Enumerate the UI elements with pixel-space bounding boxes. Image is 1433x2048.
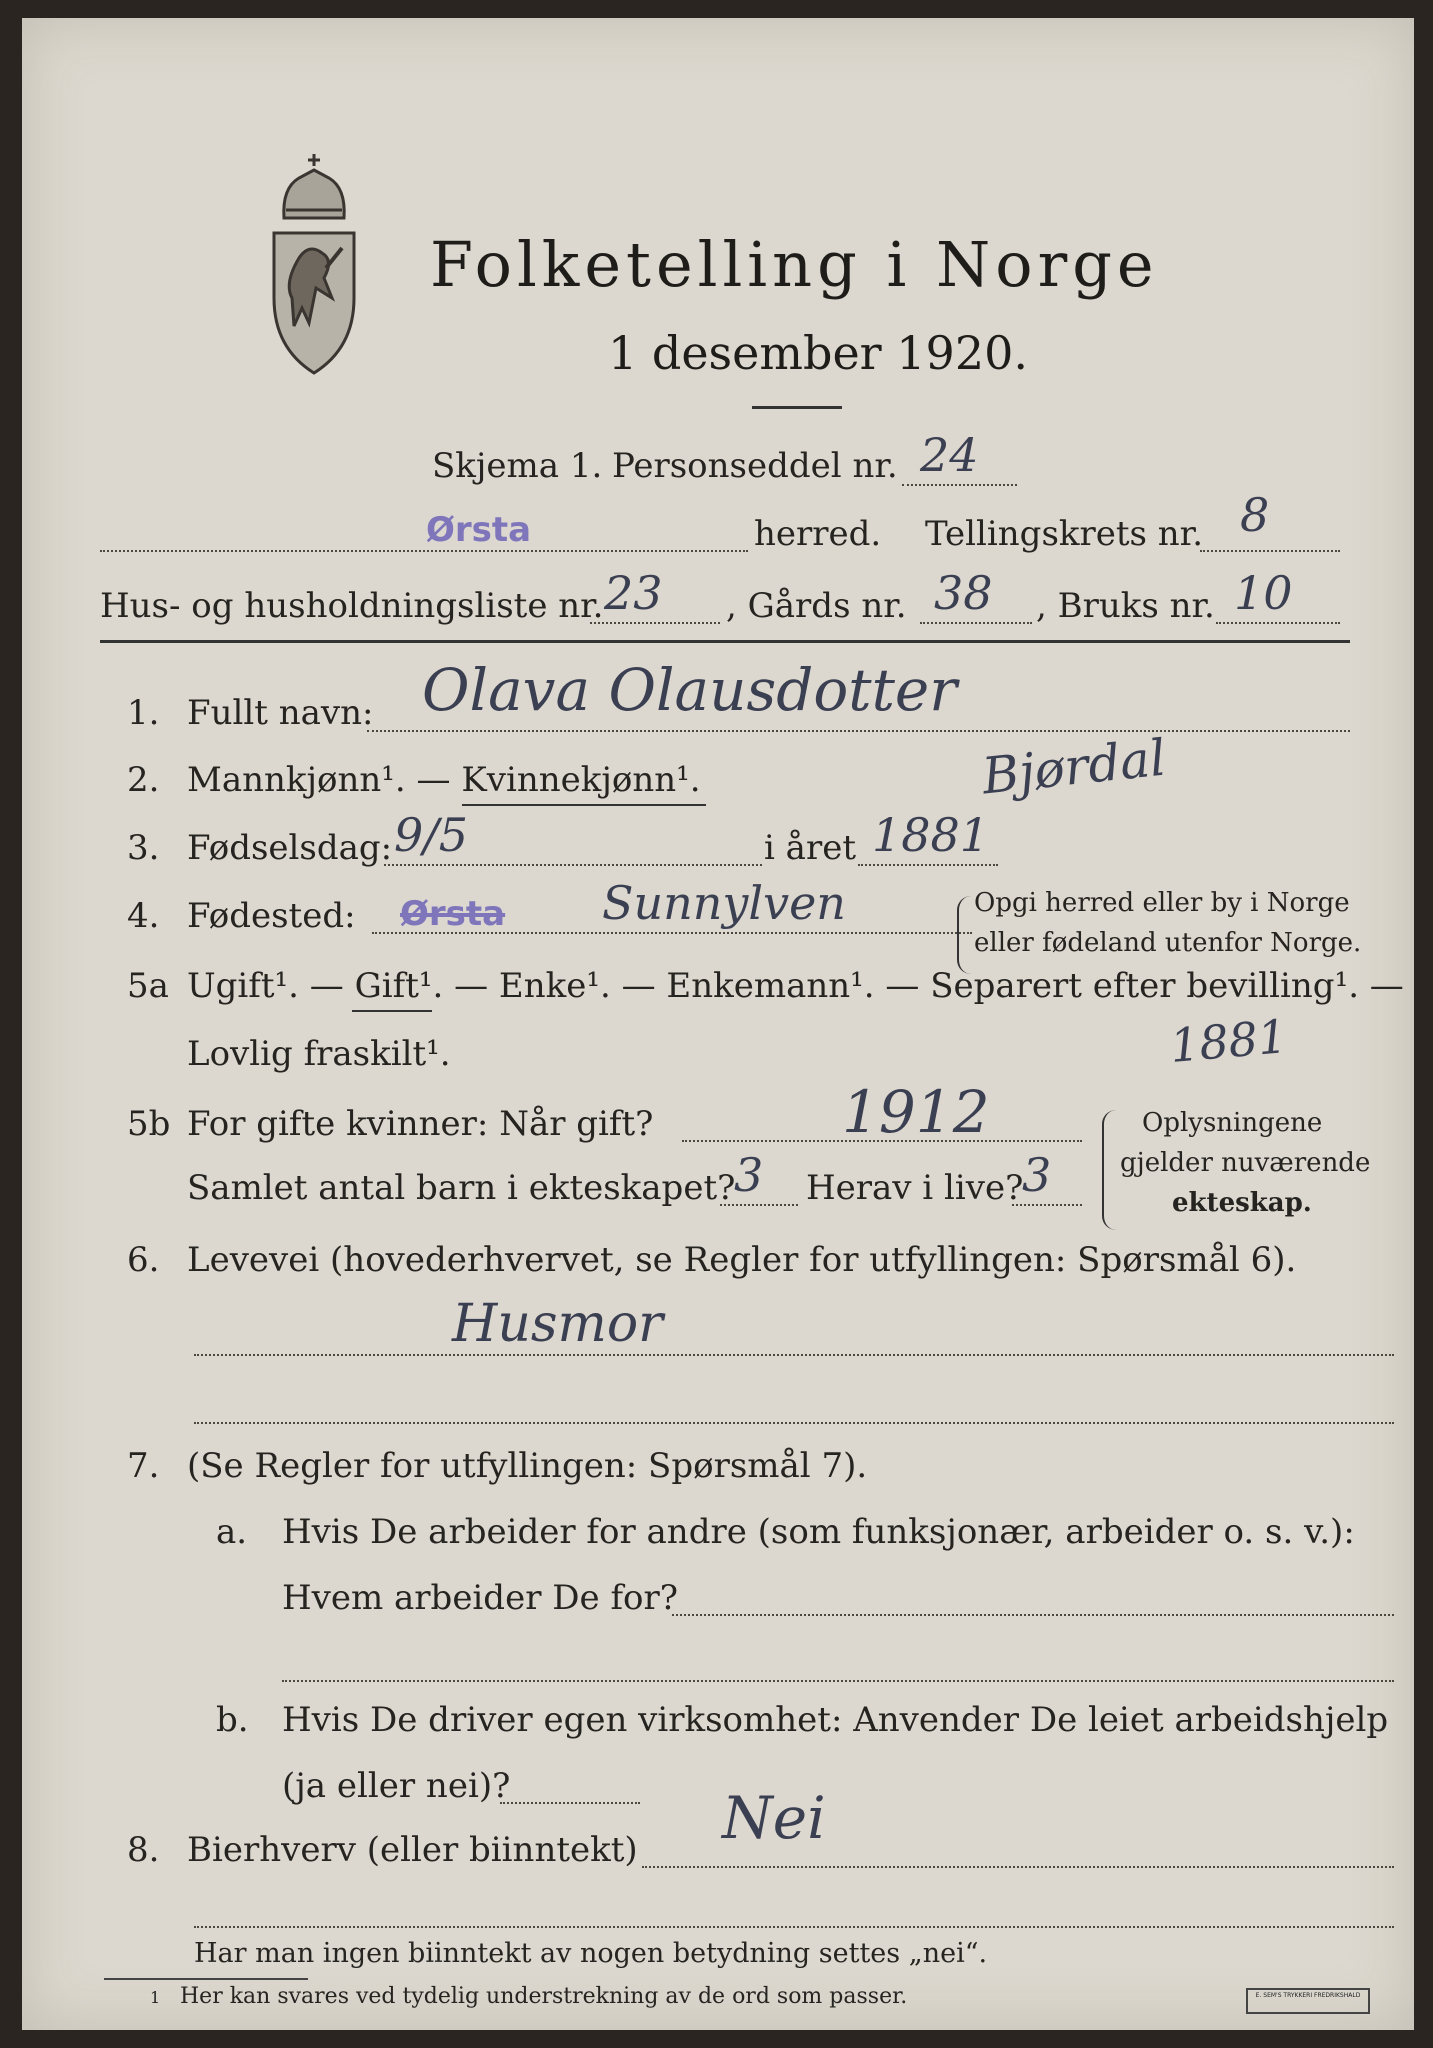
q4-number: 4. (127, 896, 160, 936)
personseddel-label: Personseddel nr. (612, 446, 898, 486)
q5b-note-line1: Oplysningene (1142, 1108, 1323, 1138)
birthplace-value[interactable]: Sunnylven (602, 876, 846, 930)
header-divider (100, 640, 1350, 643)
printer-mark: E. SEM'S TRYKKERI FREDRIKSHALD (1246, 1988, 1370, 2014)
q2-label: Mannkjønn¹. — Kvinnekjønn¹. (187, 760, 701, 800)
q8-label: Bierhverv (eller biinntekt) (187, 1830, 638, 1870)
gards-value[interactable]: 38 (934, 566, 993, 620)
footnote-text: Her kan svares ved tydelig understrekning av de ord som passer. (180, 1984, 908, 2009)
birthplace-struck-value: Ørsta (400, 894, 506, 934)
footnote-divider (104, 1978, 308, 1980)
q7a-line2: Hvem arbeider De for? (282, 1578, 678, 1618)
hus-label: Hus- og husholdningsliste nr. (100, 586, 604, 626)
q1-label: Fullt navn: (187, 693, 374, 733)
q6-label: Levevei (hovederhvervet, se Regler for utfyllingen: Spørsmål 6). (187, 1240, 1297, 1280)
skjema-label: Skjema 1. (432, 446, 603, 486)
q7a-line1: Hvis De arbeider for andre (som funksjonær, arbeider o. s. v.): (282, 1512, 1355, 1552)
tellingskrets-label: Tellingskrets nr. (925, 514, 1204, 554)
q7-label: (Se Regler for utfyllingen: Spørsmål 7). (187, 1446, 868, 1486)
q5a-line2: Lovlig fraskilt¹. (187, 1034, 451, 1074)
side-income-value[interactable]: Nei (722, 1784, 826, 1852)
bruks-value[interactable]: 10 (1234, 566, 1293, 620)
footnote-mark: 1 (150, 1988, 161, 2007)
herred-label: herred. (754, 514, 882, 554)
q6-number: 6. (127, 1240, 160, 1280)
form-title: Folketelling i Norge (430, 228, 1159, 301)
full-name-value[interactable]: Olava Olausdotter (422, 656, 957, 724)
tellingskrets-value[interactable]: 8 (1240, 488, 1270, 542)
form-date: 1 desember 1920. (608, 326, 1028, 380)
q5b-label3: Herav i live? (806, 1168, 1024, 1208)
personseddel-value[interactable]: 24 (920, 428, 979, 482)
gards-label: , Gårds nr. (726, 586, 907, 626)
q7a-letter: a. (216, 1512, 248, 1552)
q5a-line1: Ugift¹. — Gift¹. — Enke¹. — Enkemann¹. — Separert efter bevilling¹. — (187, 966, 1404, 1006)
hus-value[interactable]: 23 (604, 566, 663, 620)
children-total-value[interactable]: 3 (734, 1148, 764, 1202)
occupation-value[interactable]: Husmor (452, 1294, 663, 1354)
footer-note: Har man ingen biinntekt av nogen betydning settes „nei“. (194, 1938, 988, 1969)
norwegian-coat-of-arms-icon (254, 148, 374, 378)
bruks-label: , Bruks nr. (1036, 586, 1215, 626)
q4-note-line2: eller fødeland utenfor Norge. (974, 928, 1362, 958)
birthday-value[interactable]: 9/5 (394, 808, 469, 862)
kvinnekjonn-underline (462, 804, 706, 806)
title-divider (752, 406, 842, 409)
q1-number: 1. (127, 693, 160, 733)
children-alive-value[interactable]: 3 (1022, 1148, 1052, 1202)
q3-label: Fødselsdag: (187, 828, 393, 868)
margin-year-note: 1881 (1167, 1009, 1290, 1073)
herred-value[interactable]: Ørsta (426, 510, 532, 550)
q5a-number: 5a (127, 966, 169, 1006)
surname-value[interactable]: Bjørdal (979, 728, 1169, 806)
census-form-page (22, 18, 1414, 2030)
q2-number: 2. (127, 760, 160, 800)
q7-number: 7. (127, 1446, 160, 1486)
q5b-label2: Samlet antal barn i ekteskapet? (187, 1168, 736, 1208)
q3-number: 3. (127, 828, 160, 868)
q4-label: Fødested: (187, 896, 356, 936)
gift-underline (352, 1010, 432, 1012)
q8-number: 8. (127, 1830, 160, 1870)
q4-note-line1: Opgi herred eller by i Norge (974, 888, 1350, 918)
q7b-letter: b. (216, 1700, 249, 1740)
year-label: i året (764, 828, 856, 868)
q5b-note-line2: gjelder nuværende (1120, 1148, 1371, 1178)
q5b-note-line3: ekteskap. (1172, 1188, 1312, 1218)
birth-year-value[interactable]: 1881 (872, 808, 990, 862)
q7b-line2: (ja eller nei)? (282, 1766, 511, 1806)
q7b-line1: Hvis De driver egen virksomhet: Anvender De leiet arbeidshjelp (282, 1700, 1389, 1740)
q5b-label1: For gifte kvinner: Når gift? (187, 1104, 654, 1144)
married-year-value[interactable]: 1912 (842, 1078, 990, 1146)
q5b-number: 5b (127, 1104, 171, 1144)
